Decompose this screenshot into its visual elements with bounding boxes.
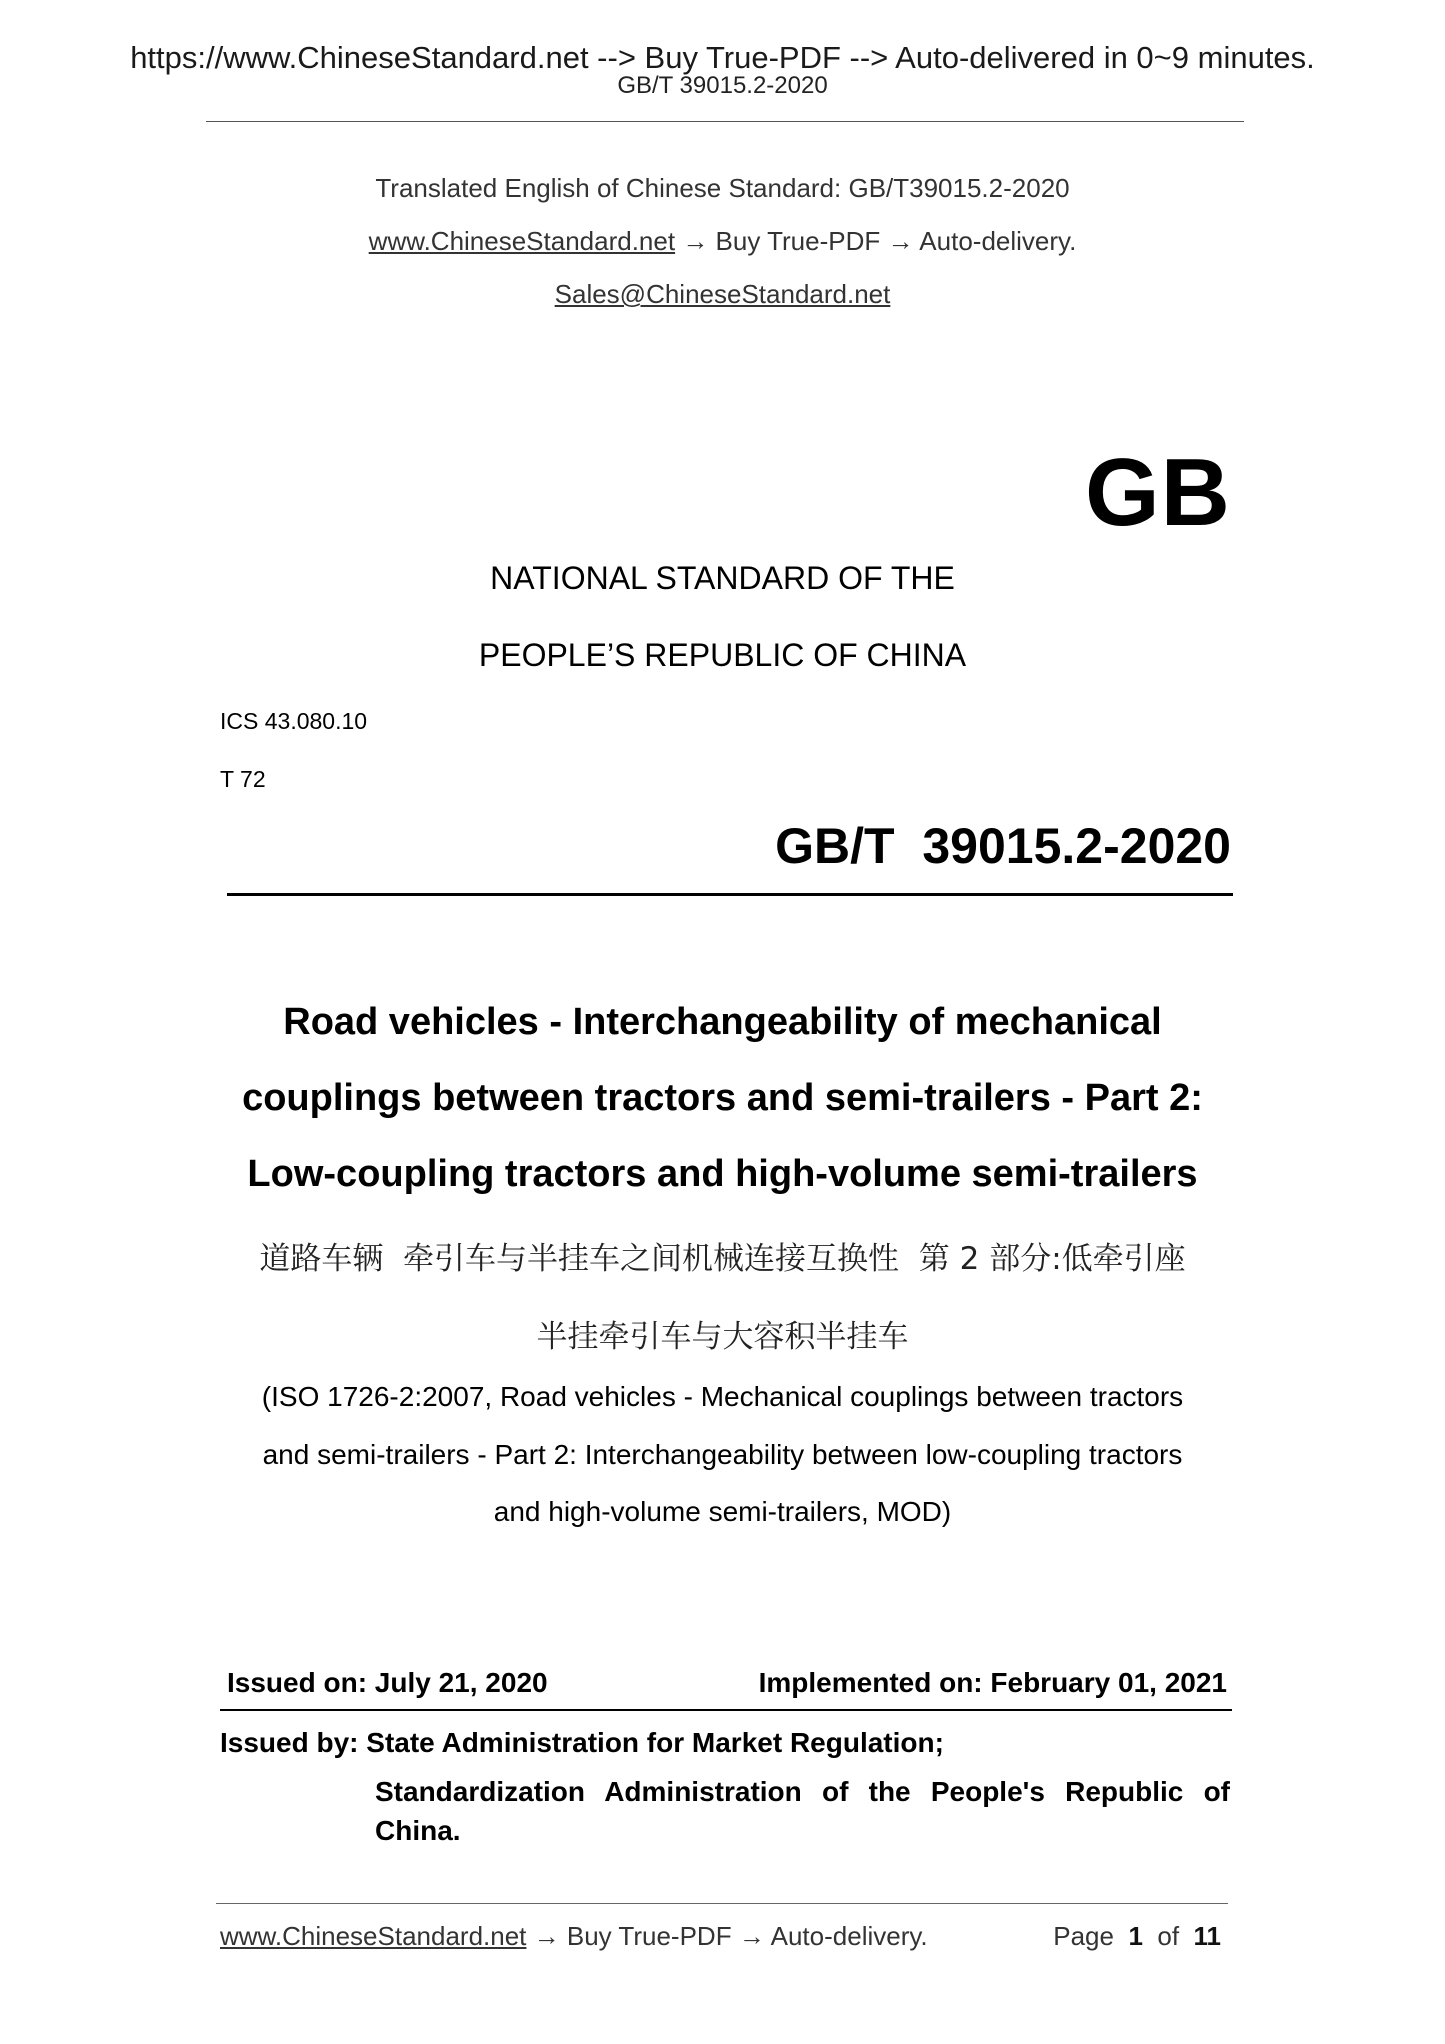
- site-link[interactable]: www.ChineseStandard.net: [368, 226, 676, 256]
- standard-number-rule: [227, 893, 1233, 896]
- page-label: Page: [1053, 1921, 1114, 1951]
- chinese-title-line: 半挂牵引车与大容积半挂车: [536, 1319, 909, 1355]
- buy-true-pdf-label: Buy True-PDF: [715, 226, 881, 256]
- ccs-code: T 72: [220, 766, 266, 792]
- arrow-right-icon: →: [887, 226, 914, 256]
- national-standard-line1: NATIONAL STANDARD OF THE: [490, 560, 955, 596]
- footer-divider: [216, 1903, 1228, 1904]
- email-link[interactable]: Sales@ChineseStandard.net: [554, 279, 891, 309]
- page-current: 1: [1128, 1921, 1143, 1951]
- email-line: [0, 279, 1445, 310]
- footer-buy-label: Buy True-PDF: [566, 1921, 732, 1951]
- page-total: 11: [1193, 1921, 1221, 1951]
- issued-by-continued: Standardization Administration of the People's Republic of: [375, 1776, 1230, 1807]
- issued-by: Issued by: State Administration for Market Regulation;: [220, 1727, 944, 1758]
- iso-reference-line: and high-volume semi-trailers, MOD): [493, 1496, 952, 1527]
- standard-number: GB/T 39015.2-2020: [775, 818, 1231, 874]
- footer-delivery-label: Auto-delivery.: [770, 1921, 928, 1951]
- chinese-title-line: 道路车辆 牵引车与半挂车之间机械连接互换性 第 2 部分:低牵引座: [259, 1241, 1186, 1277]
- gb-logo: GB: [1085, 439, 1231, 546]
- issued-on-date: Issued on: July 21, 2020: [227, 1667, 548, 1698]
- arrow-right-icon: →: [533, 1921, 560, 1951]
- auto-delivery-label: Auto-delivery.: [919, 226, 1077, 256]
- title-line: couplings between tractors and semi-trailers - Part 2:: [242, 1077, 1203, 1119]
- arrow-right-icon: →: [682, 226, 709, 256]
- issued-by-continued: China.: [375, 1815, 461, 1846]
- footer-link-line: [220, 1921, 928, 1952]
- title-line: Low-coupling tractors and high-volume semi-trailers: [247, 1153, 1198, 1195]
- iso-reference-line: (ISO 1726-2:2007, Road vehicles - Mechanical couplings between tractors: [261, 1381, 1184, 1412]
- national-standard-line2: PEOPLE’S REPUBLIC OF CHINA: [478, 637, 967, 673]
- header-link-line: [0, 226, 1445, 257]
- footer-site-link[interactable]: www.ChineseStandard.net: [220, 1921, 527, 1951]
- running-head: GB/T 39015.2-2020: [617, 72, 828, 99]
- iso-reference-line: and semi-trailers - Part 2: Interchangeability between low-coupling tractors: [262, 1439, 1183, 1470]
- ics-code: ICS 43.080.10: [220, 708, 368, 734]
- of-label: of: [1157, 1921, 1180, 1951]
- title-line: Road vehicles - Interchangeability of mechanical: [283, 1001, 1162, 1043]
- translated-notice: Translated English of Chinese Standard: GB/T39015.2-2020: [375, 173, 1070, 203]
- implemented-on-date: Implemented on: February 01, 2021: [758, 1667, 1227, 1698]
- page-indicator: [1053, 1921, 1221, 1952]
- top-banner[interactable]: https://www.ChineseStandard.net --> Buy True-PDF --> Auto-delivered in 0~9 minutes.: [130, 40, 1315, 75]
- header-divider: [206, 121, 1244, 122]
- arrow-right-icon: →: [738, 1921, 765, 1951]
- dates-rule: [220, 1709, 1232, 1711]
